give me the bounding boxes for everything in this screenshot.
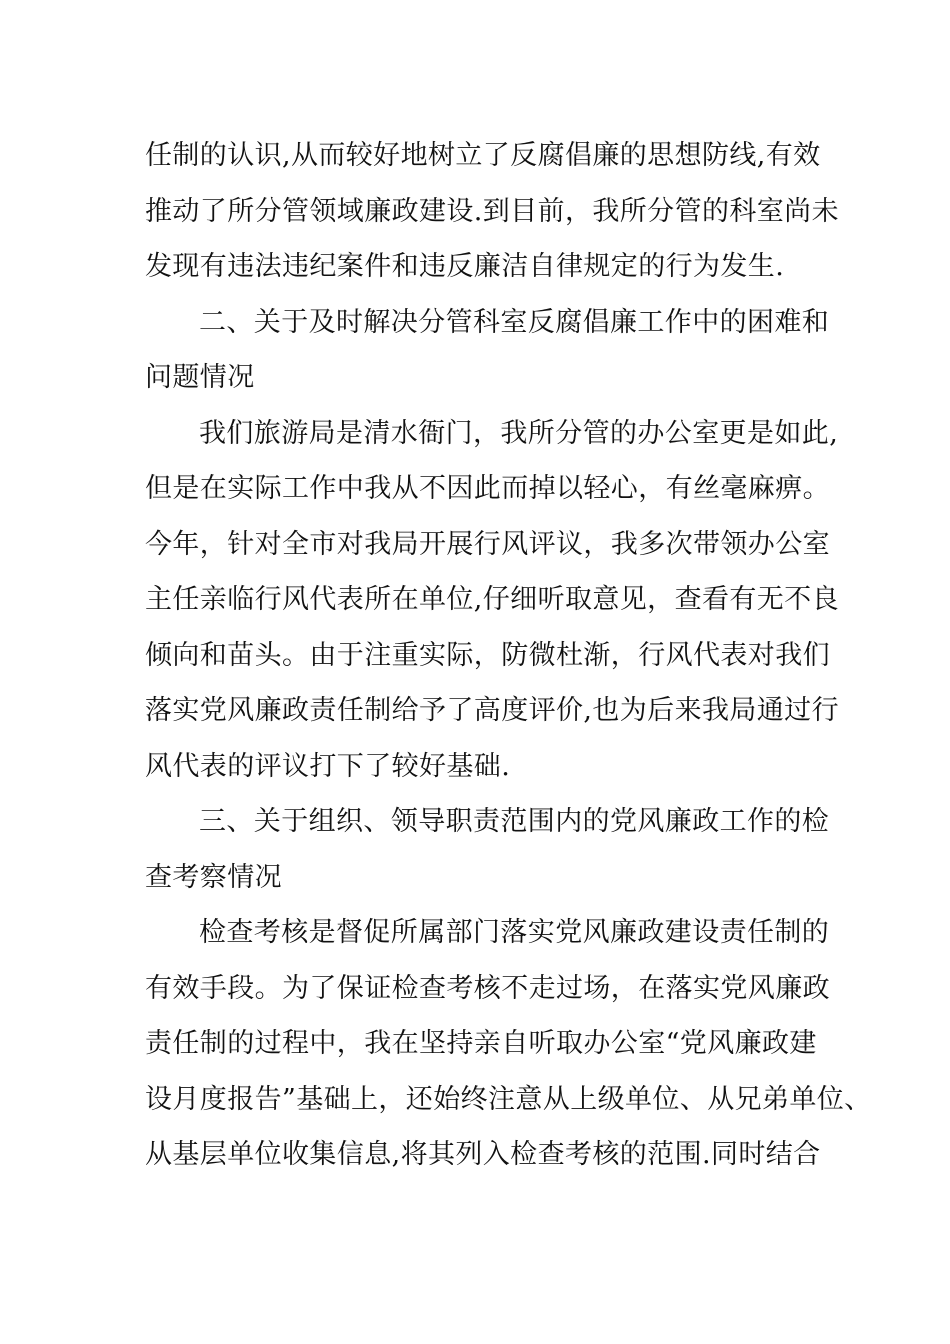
text-line: 落实党风廉政责任制给予了高度评价,也为后来我局通过行 xyxy=(145,695,839,726)
text-line: 倾向和苗头。由于注重实际，防微杜渐，行风代表对我们 xyxy=(145,639,830,671)
section-heading-line: 问题情况 xyxy=(145,362,255,393)
text-line: 任制的认识,从而较好地树立了反腐倡廉的思想防线,有效 xyxy=(145,140,821,171)
section-heading-line: 二、关于及时解决分管科室反腐倡廉工作中的困难和 xyxy=(199,306,830,338)
section-heading-line: 三、关于组织、领导职责范围内的党风廉政工作的检 xyxy=(199,806,830,837)
text-line: 有效手段。为了保证检查考核不走过场，在落实党风廉政 xyxy=(145,972,830,1004)
paragraph-start-line: 我们旅游局是清水衙门，我所分管的办公室更是如此, xyxy=(199,417,839,449)
text-line: 今年，针对全市对我局开展行风评议，我多次带领办公室 xyxy=(145,528,830,560)
text-line: 从基层单位收集信息,将其列入检查考核的范围.同时结合 xyxy=(145,1139,821,1170)
section-heading-line: 查考察情况 xyxy=(145,861,282,893)
paragraph-start-line: 检查考核是督促所属部门落实党风廉政建设责任制的 xyxy=(199,917,830,948)
text-line: 推动了所分管领域廉政建设.到目前，我所分管的科室尚未 xyxy=(145,195,839,227)
text-line: 但是在实际工作中我从不因此而掉以轻心，有丝毫麻痹。 xyxy=(145,473,830,504)
body-text xyxy=(145,128,872,1183)
text-line: 责任制的过程中，我在坚持亲自听取办公室“党风廉政建 xyxy=(145,1028,817,1059)
text-line: 风代表的评议打下了较好基础. xyxy=(145,750,511,782)
text-line: 设月度报告”基础上，还始终注意从上级单位、从兄弟单位、 xyxy=(145,1083,872,1115)
text-line: 发现有违法违纪案件和违反廉洁自律规定的行为发生. xyxy=(145,251,785,282)
text-line: 主任亲临行风代表所在单位,仔细听取意见，查看有无不良 xyxy=(145,584,839,615)
